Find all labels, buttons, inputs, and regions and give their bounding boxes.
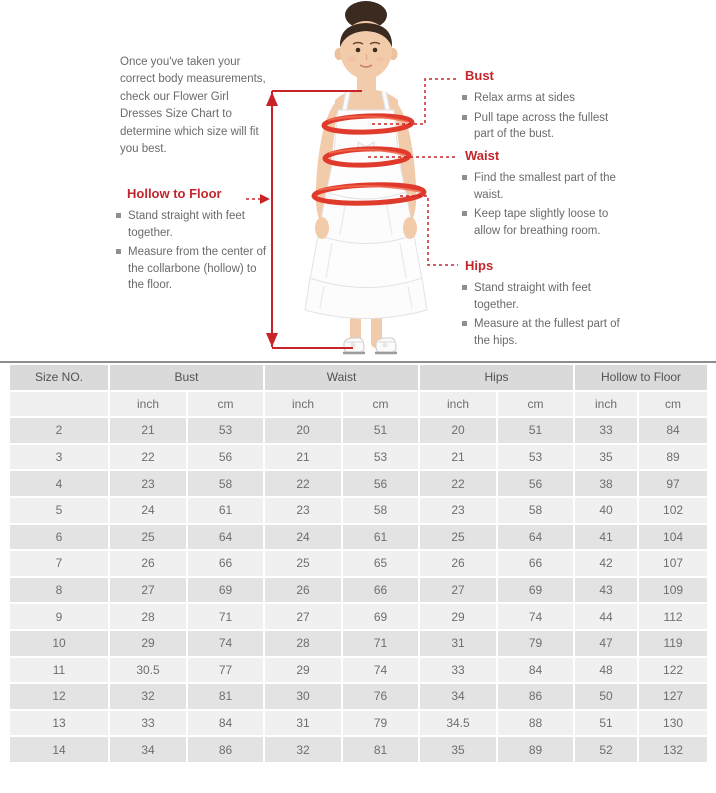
unit-header: cm (342, 391, 419, 418)
measurement-value-cell: 102 (638, 497, 708, 524)
measurement-value-cell: 74 (497, 603, 574, 630)
measurement-value-cell: 25 (419, 524, 497, 551)
size-number-cell: 3 (9, 444, 109, 471)
measurement-value-cell: 26 (419, 550, 497, 577)
measurement-value-cell: 71 (342, 630, 419, 657)
measurement-value-cell: 97 (638, 470, 708, 497)
bust-tips (461, 90, 624, 143)
hollow-to-floor-section (115, 186, 267, 297)
size-row (9, 524, 708, 551)
size-row (9, 736, 708, 763)
intro-text: Once you've taken your correct body measurements, check our Flower Girl Dresses Size Chart to determine which size will fit you best. (120, 55, 266, 155)
flower-girl-photo (258, 0, 448, 363)
hips-label: Hips (465, 258, 494, 273)
size-number-cell: 6 (9, 524, 109, 551)
measurement-value-cell: 23 (109, 470, 187, 497)
measurement-value-cell: 84 (638, 417, 708, 444)
measurement-value-cell: 29 (109, 630, 187, 657)
measurement-value-cell: 56 (342, 470, 419, 497)
measurement-value-cell: 24 (264, 524, 342, 551)
measurement-value-cell: 33 (574, 417, 638, 444)
measurement-value-cell: 122 (638, 657, 708, 684)
measurement-value-cell: 51 (497, 417, 574, 444)
measurement-value-cell: 21 (264, 444, 342, 471)
measurement-value-cell: 21 (109, 417, 187, 444)
measurement-value-cell: 107 (638, 550, 708, 577)
measurement-value-cell: 65 (342, 550, 419, 577)
table-body (9, 417, 708, 763)
tip-item: Find the smallest part of the waist. (461, 170, 627, 203)
empty-cell (9, 391, 109, 418)
measurement-value-cell: 51 (342, 417, 419, 444)
measurement-value-cell: 29 (419, 603, 497, 630)
col-header-bust: Bust (109, 364, 264, 391)
measurement-value-cell: 64 (187, 524, 264, 551)
size-row (9, 417, 708, 444)
measurement-value-cell: 56 (187, 444, 264, 471)
measurement-value-cell: 35 (419, 736, 497, 763)
measurement-value-cell: 88 (497, 710, 574, 737)
measurement-value-cell: 22 (419, 470, 497, 497)
measurement-value-cell: 33 (109, 710, 187, 737)
waist-section (461, 148, 627, 242)
waist-tips (461, 170, 627, 239)
size-chart-table (8, 363, 709, 764)
measurement-value-cell: 40 (574, 497, 638, 524)
measurement-value-cell: 25 (109, 524, 187, 551)
measurement-value-cell: 47 (574, 630, 638, 657)
table-unit-row (9, 391, 708, 418)
unit-header: inch (574, 391, 638, 418)
measurement-value-cell: 77 (187, 657, 264, 684)
measurement-value-cell: 30.5 (109, 657, 187, 684)
size-row (9, 470, 708, 497)
measurement-value-cell: 53 (342, 444, 419, 471)
size-row (9, 550, 708, 577)
measurement-value-cell: 53 (497, 444, 574, 471)
measurement-value-cell: 69 (342, 603, 419, 630)
measurement-value-cell: 76 (342, 683, 419, 710)
measurement-value-cell: 28 (264, 630, 342, 657)
measurement-value-cell: 44 (574, 603, 638, 630)
measurement-value-cell: 56 (497, 470, 574, 497)
measurement-value-cell: 23 (419, 497, 497, 524)
measurement-value-cell: 27 (419, 577, 497, 604)
measurement-value-cell: 84 (497, 657, 574, 684)
measurement-value-cell: 52 (574, 736, 638, 763)
measurement-value-cell: 24 (109, 497, 187, 524)
measurement-value-cell: 20 (264, 417, 342, 444)
unit-header: inch (264, 391, 342, 418)
measurement-value-cell: 31 (264, 710, 342, 737)
size-number-cell: 10 (9, 630, 109, 657)
measurement-value-cell: 86 (497, 683, 574, 710)
hips-tips (461, 280, 624, 349)
measurement-value-cell: 81 (187, 683, 264, 710)
measurement-value-cell: 104 (638, 524, 708, 551)
measurement-value-cell: 130 (638, 710, 708, 737)
tip-item: Measure from the center of the collarbone (hollow) to the floor. (115, 244, 267, 294)
measurement-value-cell: 20 (419, 417, 497, 444)
measurement-value-cell: 26 (109, 550, 187, 577)
tip-item: Relax arms at sides (461, 90, 624, 107)
measurement-value-cell: 58 (497, 497, 574, 524)
size-number-cell: 4 (9, 470, 109, 497)
measurement-value-cell: 31 (419, 630, 497, 657)
unit-header: cm (187, 391, 264, 418)
unit-header: cm (497, 391, 574, 418)
measurement-value-cell: 66 (342, 577, 419, 604)
measurement-value-cell: 34 (419, 683, 497, 710)
measurement-value-cell: 25 (264, 550, 342, 577)
size-number-cell: 8 (9, 577, 109, 604)
size-row (9, 497, 708, 524)
size-row (9, 630, 708, 657)
measurement-value-cell: 81 (342, 736, 419, 763)
measurement-value-cell: 27 (264, 603, 342, 630)
measurement-value-cell: 38 (574, 470, 638, 497)
measurement-value-cell: 22 (109, 444, 187, 471)
tip-item: Measure at the fullest part of the hips. (461, 316, 624, 349)
measurement-value-cell: 69 (497, 577, 574, 604)
measurement-value-cell: 64 (497, 524, 574, 551)
hollow-to-floor-tips (115, 208, 267, 294)
measurement-value-cell: 22 (264, 470, 342, 497)
size-number-cell: 11 (9, 657, 109, 684)
size-row (9, 683, 708, 710)
measurement-value-cell: 27 (109, 577, 187, 604)
size-number-cell: 14 (9, 736, 109, 763)
size-row (9, 657, 708, 684)
shoes (343, 338, 397, 353)
measurement-value-cell: 119 (638, 630, 708, 657)
col-header-hips: Hips (419, 364, 574, 391)
size-row (9, 603, 708, 630)
measurement-value-cell: 21 (419, 444, 497, 471)
measurement-value-cell: 50 (574, 683, 638, 710)
table-header-row (9, 364, 708, 391)
measurement-value-cell: 23 (264, 497, 342, 524)
measurement-value-cell: 66 (187, 550, 264, 577)
measurement-value-cell: 112 (638, 603, 708, 630)
measurement-value-cell: 132 (638, 736, 708, 763)
measurement-value-cell: 58 (187, 470, 264, 497)
col-header-hollow-to-floor: Hollow to Floor (574, 364, 708, 391)
unit-header: inch (109, 391, 187, 418)
tip-item: Keep tape slightly loose to allow for breathing room. (461, 206, 627, 239)
measurement-value-cell: 43 (574, 577, 638, 604)
measurement-value-cell: 28 (109, 603, 187, 630)
measurement-value-cell: 58 (342, 497, 419, 524)
measurement-value-cell: 61 (187, 497, 264, 524)
measurement-value-cell: 34.5 (419, 710, 497, 737)
measurement-value-cell: 42 (574, 550, 638, 577)
hollow-to-floor-label: Hollow to Floor (127, 186, 222, 201)
measurement-value-cell: 30 (264, 683, 342, 710)
col-header-size: Size NO. (9, 364, 109, 391)
measurement-value-cell: 66 (497, 550, 574, 577)
size-row (9, 577, 708, 604)
measurement-value-cell: 89 (497, 736, 574, 763)
measurement-value-cell: 34 (109, 736, 187, 763)
measurement-value-cell: 33 (419, 657, 497, 684)
measurement-value-cell: 69 (187, 577, 264, 604)
measurement-value-cell: 71 (187, 603, 264, 630)
measurement-value-cell: 32 (264, 736, 342, 763)
bust-section (461, 68, 624, 146)
measurement-value-cell: 79 (497, 630, 574, 657)
measurement-value-cell: 51 (574, 710, 638, 737)
size-number-cell: 7 (9, 550, 109, 577)
measurement-value-cell: 109 (638, 577, 708, 604)
col-header-waist: Waist (264, 364, 419, 391)
size-number-cell: 13 (9, 710, 109, 737)
measurement-value-cell: 53 (187, 417, 264, 444)
unit-header: inch (419, 391, 497, 418)
size-number-cell: 2 (9, 417, 109, 444)
measurement-value-cell: 84 (187, 710, 264, 737)
measurement-value-cell: 29 (264, 657, 342, 684)
size-number-cell: 9 (9, 603, 109, 630)
measurement-value-cell: 48 (574, 657, 638, 684)
size-number-cell: 12 (9, 683, 109, 710)
measurement-value-cell: 32 (109, 683, 187, 710)
measurement-value-cell: 61 (342, 524, 419, 551)
measurement-value-cell: 86 (187, 736, 264, 763)
measurement-value-cell: 74 (187, 630, 264, 657)
unit-header: cm (638, 391, 708, 418)
measurement-value-cell: 41 (574, 524, 638, 551)
waist-label: Waist (465, 148, 500, 163)
bust-label: Bust (465, 68, 494, 83)
size-number-cell: 5 (9, 497, 109, 524)
tip-item: Stand straight with feet together. (115, 208, 267, 241)
tip-item: Stand straight with feet together. (461, 280, 624, 313)
measurement-value-cell: 127 (638, 683, 708, 710)
measurement-guide-section (0, 0, 716, 363)
tip-item: Pull tape across the fullest part of the bust. (461, 110, 624, 143)
measurement-value-cell: 89 (638, 444, 708, 471)
size-row (9, 710, 708, 737)
size-row (9, 444, 708, 471)
hips-section (461, 258, 624, 352)
measurement-value-cell: 35 (574, 444, 638, 471)
measurement-value-cell: 26 (264, 577, 342, 604)
measurement-value-cell: 74 (342, 657, 419, 684)
measurement-value-cell: 79 (342, 710, 419, 737)
